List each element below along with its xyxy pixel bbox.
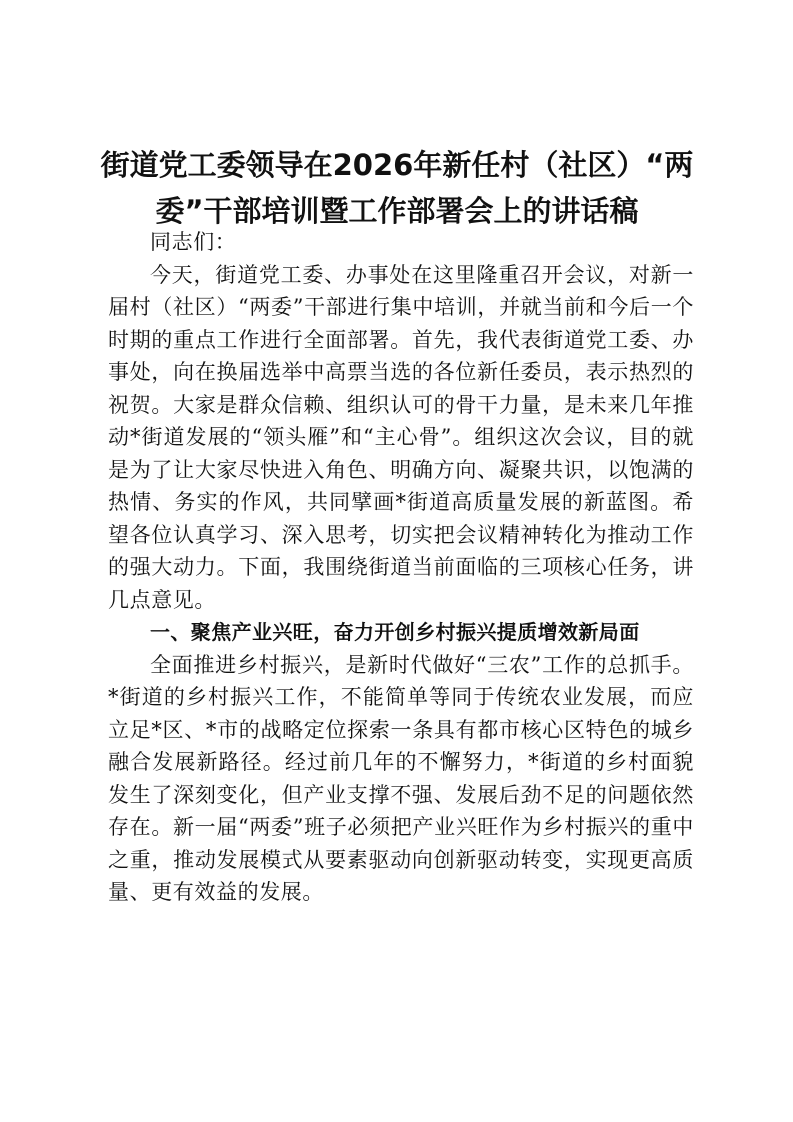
opening-paragraph: 今天，街道党工委、办事处在这里隆重召开会议，对新一届村（社区）“两委”干部进行集中培训，并就当前和今后一个时期的重点工作进行全面部署。首先，我代表街道党工委、办事处，向在换届选举中高票当选的各位新任委员，表示热烈的祝贺。大家是群众信赖、组织认可的骨干力量，是未来几年推动*街道发展的“领头雁”和“主心骨”。组织这次会议，目的就是为了让大家尽快进入角色、明确方向、凝聚共识，以饱满的热情、务实的作风，共同擘画*街道高质量发展的新蓝图。希望各位认真学习、深入思考，切实把会议精神转化为推动工作的强大动力。下面，我围绕街道当前面临的三项核心任务，讲几点意见。 — [108, 262, 694, 612]
document-body — [108, 226, 694, 909]
document-title: 街道党工委领导在2026年新任村（社区）“两委”干部培训暨工作部署会上的讲话稿 — [100, 148, 694, 228]
section-1-paragraph: 全面推进乡村振兴，是新时代做好“三农”工作的总抓手。*街道的乡村振兴工作，不能简单等同于传统农业发展，而应立足*区、*市的战略定位探索一条具有都市核心区特色的城乡融合发展新路径。经过前几年的不懈努力，*街道的乡村面貌发生了深刻变化，但产业支撑不强、发展后劲不足的问题依然存在。新一届“两委”班子必须把产业兴旺作为乡村振兴的重中之重，推动发展模式从要素驱动向创新驱动转变，实现更高质量、更有效益的发展。 — [108, 652, 694, 904]
greeting: 同志们： — [150, 230, 237, 254]
section-heading-1: 一、聚焦产业兴旺，奋力开创乡村振兴提质增效新局面 — [150, 620, 640, 644]
